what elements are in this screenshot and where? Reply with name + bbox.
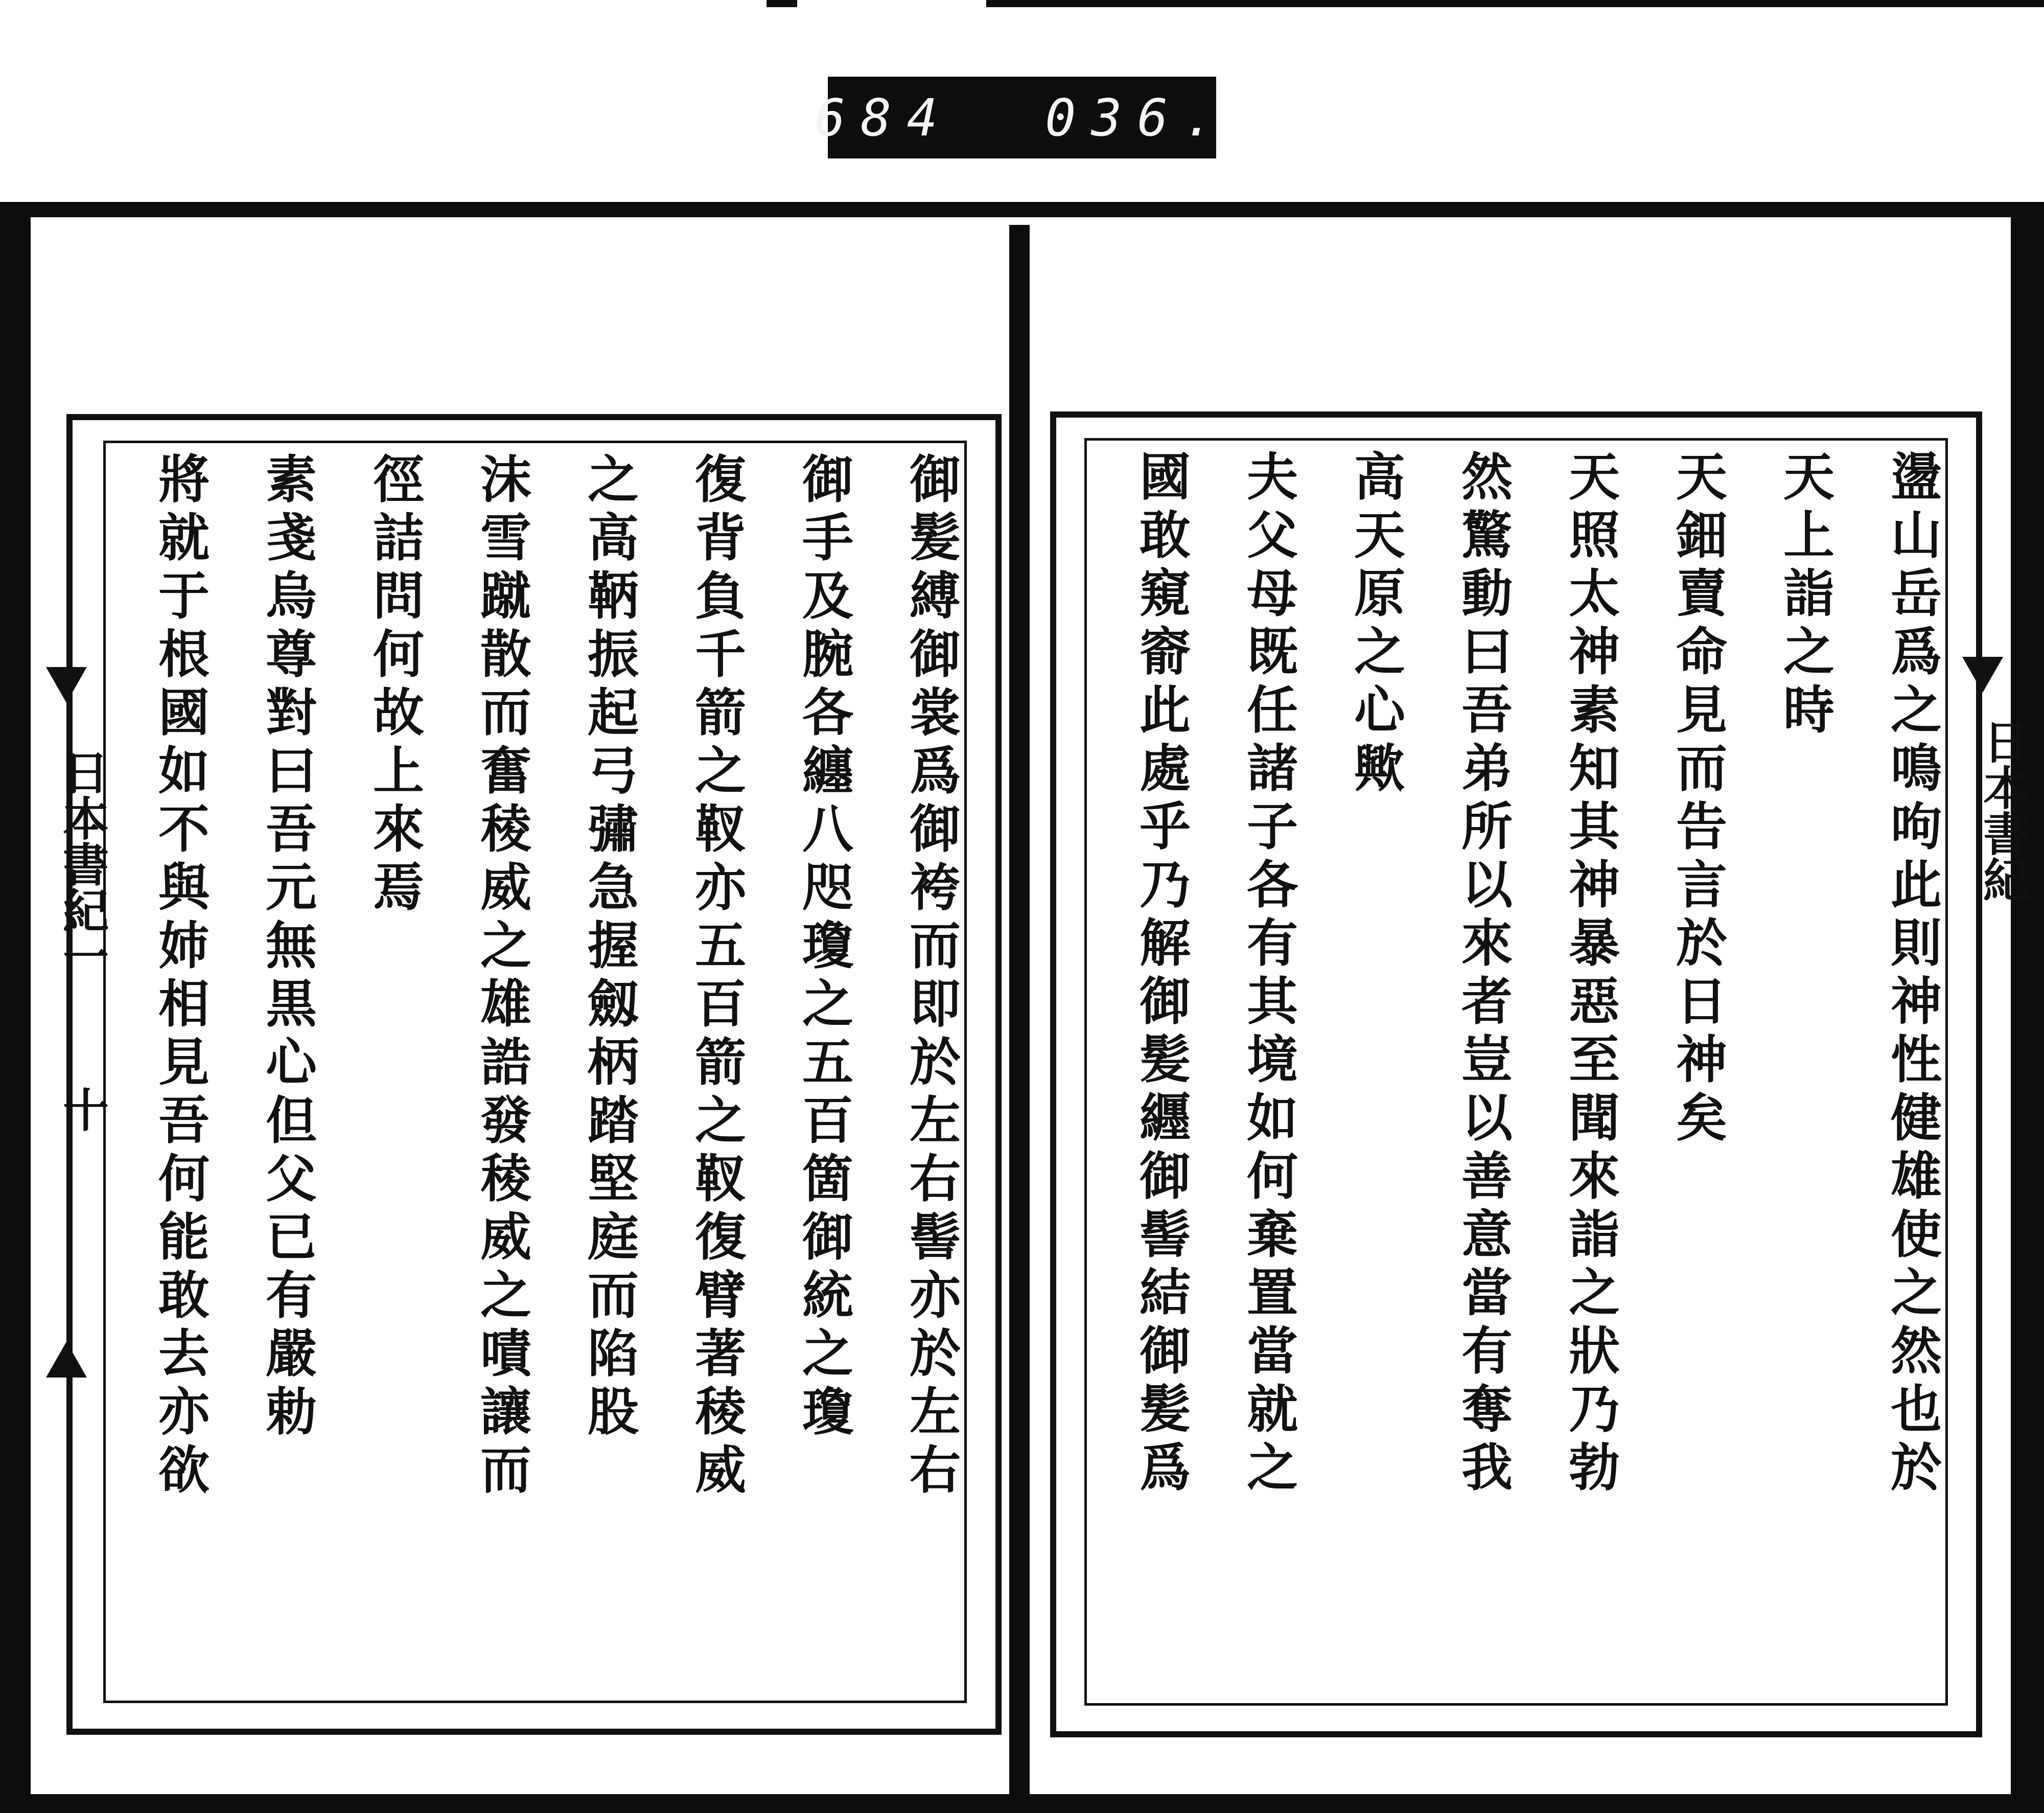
book-edge-top (0, 202, 2044, 217)
text-column: 天上詣之時 (1775, 450, 1835, 741)
scan-top-bar-right (986, 0, 2044, 7)
fishtail-mark-top (1962, 657, 2003, 693)
text-column: 徑詰問何故上來焉 (364, 452, 425, 919)
book-edge-right (2011, 202, 2044, 1813)
book-spine (1009, 225, 1030, 1813)
text-column: 然驚動曰吾弟所以來者豈以善意當有奪我 (1453, 450, 1513, 1499)
text-column: 盪山岳爲之鳴呴此則神性健雄使之然也於 (1882, 450, 1942, 1499)
fishtail-mark-bottom (46, 1342, 87, 1378)
left-page (31, 217, 1009, 1794)
text-column: 素戔烏尊對曰吾元無黒心但父已有嚴勅 (257, 452, 317, 1443)
left-page-text-block (103, 441, 967, 1703)
text-column: 天鈿賣命見而告言於日神矣 (1667, 450, 1728, 1149)
text-column: 國敢窺窬此處乎乃解御髪纒御髻結御髪爲 (1131, 450, 1191, 1499)
text-column: 御髪縛御裳爲御袴而即於左右髻亦於左右 (901, 452, 961, 1501)
right-page (1030, 217, 2029, 1794)
text-column: 夫父母既任諸子各有其境如何棄置當就之 (1238, 450, 1298, 1499)
text-column: 沫雪蹴散而奮稜威之雄誥發稜威之嘖讓而 (472, 452, 532, 1501)
text-column: 天照太神素知其神暴惡至聞來詣之狀乃勃 (1560, 450, 1620, 1499)
text-column: 將就于根國如不與姉相見吾何能敢去亦欲 (150, 452, 210, 1501)
margin-book-title: 日本書紀一 (55, 749, 109, 979)
fishtail-mark-top (46, 667, 87, 703)
right-page-outer-frame (1050, 411, 1982, 1737)
text-column: 復背負千箭之靫亦五百箭之靫復臂著稜威 (686, 452, 747, 1501)
text-column: 之高鞆振起弓彇急握劔柄踏堅庭而陷股 (579, 452, 639, 1443)
text-column: 御手及腕各纏八咫瓊之五百箇御統之瓊 (794, 452, 854, 1443)
left-page-outer-frame (66, 414, 1002, 1735)
scan-top-bar-left (766, 0, 797, 7)
frame-number-label (815, 77, 1229, 158)
text-column: 高天原之心歟 (1345, 450, 1406, 799)
frame-number-text: 684 036. (815, 87, 1229, 148)
book-edge-left (0, 215, 31, 1813)
margin-book-title: 日本書紀 (1975, 718, 2029, 902)
right-page-text-block (1084, 438, 1948, 1706)
margin-page-number: 十 (55, 1086, 109, 1132)
